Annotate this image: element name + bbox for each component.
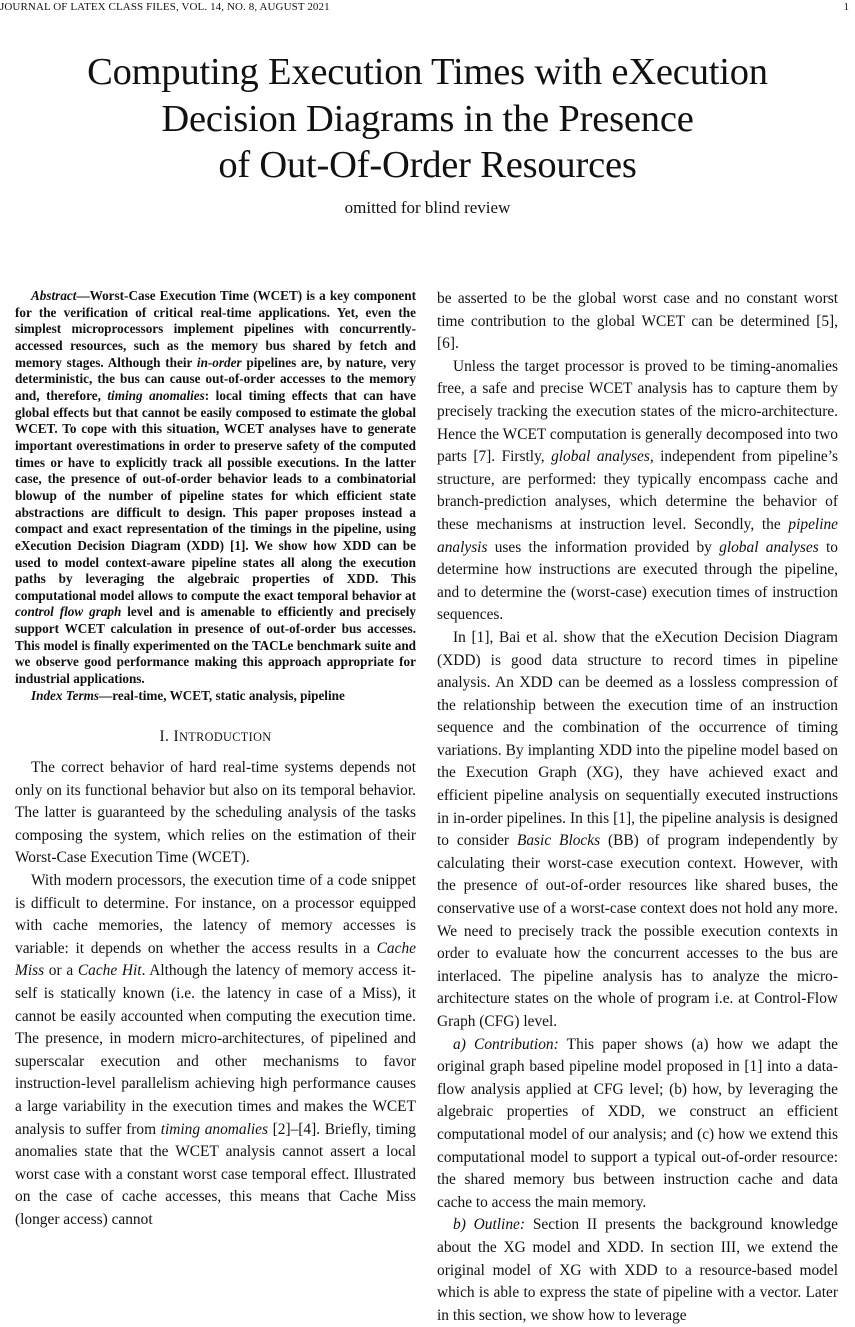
outline-text: Section II presents the background knowledge about the XG model and XDD. In section III, we extend the original model of XG with XDD to a resource-based model which is able to express the state of pipeline with a vector. Later in this section, we show how to leverage [437,1216,838,1324]
right-paragraph-2 [437,356,838,627]
right-column [437,288,838,1327]
intro-p2-text-c: . Although the latency of memory access it-self is statically known (i.e. the latency in case of a Miss), it cannot be easily accounted when computing the execution time. The presence, in modern micro-architectures, of pipelined and superscalar execution and other mechanisms to favor instruction-level parallelism achieving high performance causes a large variability in the execution times and makes the WCET analysis to suffer from [15,962,416,1138]
section-heading-introduction [15,726,416,749]
title-line-3: of Out-Of-Order Resources [218,144,637,186]
right-p2-emph-3: global analyses [719,538,819,556]
intro-p2-emph-3: timing anomalies [160,1120,268,1138]
left-column [15,288,416,1231]
right-p3-emph-1: Basic Blocks [516,832,601,850]
right-p2-text-b: , independent from pipeline’s structure, are performed: they typically encompass cache and branch-prediction analyses, which determine the behavior of these mechanisms at instruction level. Secondly, the [437,448,838,533]
intro-p2-text-b: or a [44,962,78,980]
section-title-initial: I [173,728,180,746]
abstract [15,288,416,688]
abstract-emph-2: timing anomalies [107,387,205,403]
intro-paragraph-1: The correct behavior of hard real-time systems depends not only on its functional behavior but also on its temporal behavior. The latter is guaranteed by the scheduling analysis of the tasks composing the system, which relies on the estimation of their Worst-Case Execution Time (WCET). [15,759,416,867]
section-title-rest: NTRODUCTION [179,730,272,745]
outline-heading: b) Outline: [453,1216,525,1234]
index-terms-label: Index Terms [31,687,100,703]
page-number: 1 [843,1,849,13]
title-line-1: Computing Execution Times with eXecution [87,51,768,93]
abstract-text-1: Worst-Case Execution Time (WCET) is a key component for the verification of critical real-time applications. Yet, even the simplest microprocessors implement pipelines with concurrently-accessed resources, such as the memory bus shared by fetch and memory stages. Although their [15,288,416,370]
abstract-label: Abstract [31,288,77,303]
right-p2-emph-2: pipeline analysis [437,515,838,556]
index-terms [15,688,416,705]
contribution-text: This paper shows (a) how we adapt the original graph based pipeline model proposed in [1] into a data-flow analysis applied at CFG level; (b) how, by leveraging the algebraic properties of XDD, we construct an efficient computational model of our analysis; and (c) how we extend this computational model to support a typical out-of-order resource: the shared memory bus between instruction cache and data cache to access the main memory. [437,1035,838,1211]
running-header [0,0,849,16]
right-p2-text-d: to determine how instructions are executed through the pipeline, and to determine the (worst-case) execution times of instruction sequences. [437,538,838,624]
outline-paragraph [437,1214,838,1327]
intro-p2-emph-2: Cache Hit [77,962,142,980]
abstract-dash: — [76,288,90,303]
contribution-heading: a) Contribution: [453,1035,559,1053]
right-p2-text-c: uses the information provided by [487,538,720,556]
abstract-text-3: : local timing effects that can have global effects but that cannot be easily composed to estimate the global WCET. To cope with this situation, WCET analyses have to generate important overestimations in order to preserve safety of the computed times or have to explicitly track all possible executions. In the latter case, the presence of out-of-order behavior leads to a combinatorial blowup of the number of pipeline states for which efficient state abstractions are difficult to design. This paper proposes instead a compact and exact representation of the timings in the pipeline, using eXecution Decision Diagram (XDD) [1]. We show how XDD can be used to model context-aware pipeline states all along the execution paths by leveraging the algebraic properties of XDD. This computational model allows to compute the exact temporal behavior at [15,387,416,603]
index-terms-text: real-time, WCET, static analysis, pipeline [112,687,345,703]
intro-p2-text-a: With modern processors, the execution time of a code snippet is difficult to determine. For instance, on a processor equipped with cache memories, the latency of memory accesses is variable: it depends on whether the access results in a [15,871,416,957]
intro-p2-emph-1: Cache Miss [15,939,416,980]
abstract-text-4: level and is amenable to efficiently and precisely support WCET calculation in presence of out-of-order bus accesses. This model is finally experimented on the TACLe benchmark suite and we observe good performance making this approach appropriate for industrial applications. [15,604,416,687]
intro-p2-text-d: [2]–[4]. Briefly, timing anomalies state that the WCET analysis cannot assert a local worst case with a constant worst case temporal effect. Illustrated on the case of cache accesses, this means that Cache Miss (longer access) cannot [15,1120,416,1228]
right-p3-text-a: In [1], Bai et al. show that the eXecution Decision Diagram (XDD) is good data structure to record times in pipeline analysis. An XDD can be deemed as a lossless compression of the relationship between the execution time of an instruction sequence and the combination of the occurrence of timing variations. By implanting XDD into the pipeline model based on the Execution Graph (XG), they have achieved exact and efficient pipeline analysis on sequentially executed instructions in in-order pipelines. In this [1], the pipeline analysis is designed to consider [437,628,838,850]
title-line-2: Decision Diagrams in the Presence [161,97,694,140]
right-p2-emph-1: global analyses [551,448,650,466]
right-paragraph-1: be asserted to be the global worst case and no constant worst time contribution to the global WCET can be determined [5], [6]. [437,290,838,353]
right-p2-text-a: Unless the target processor is proved to be timing-anomalies free, a safe and precise WCET analysis has to capture them by precisely tracking the execution states of the micro-architecture. Hence the WCET computation is generally decomposed into two parts [7]. Firstly, [437,357,838,466]
paper-title [40,49,815,189]
index-terms-dash: — [99,687,113,703]
abstract-emph-3: control flow graph [15,604,122,620]
right-paragraph-3 [437,627,838,1034]
contribution-paragraph [437,1034,838,1215]
authors: omitted for blind review [344,198,511,217]
abstract-emph-1: in-order [196,354,242,370]
journal-header: JOURNAL OF LATEX CLASS FILES, VOL. 14, NO. 8, AUGUST 2021 [0,1,330,13]
abstract-text-2: pipelines are, by nature, very deterministic, the bus can cause out-of-order accesses to the memory and, therefore, [15,354,416,403]
intro-paragraph-2 [15,870,416,1232]
section-numeral: I. [159,728,170,746]
right-p3-text-b: (BB) of program independently by calculating their worst-case execution context. However, with the presence of out-of-order resources like shared buses, the conservative use of a worst-case context does not hold any more. We need to precisely track the possible execution contexts in order to evaluate how the concurrent accesses to the bus are interlaced. The pipeline analysis has to analyze the micro-architecture states on the whole of program i.e. at Control-Flow Graph (CFG) level. [437,832,838,1030]
